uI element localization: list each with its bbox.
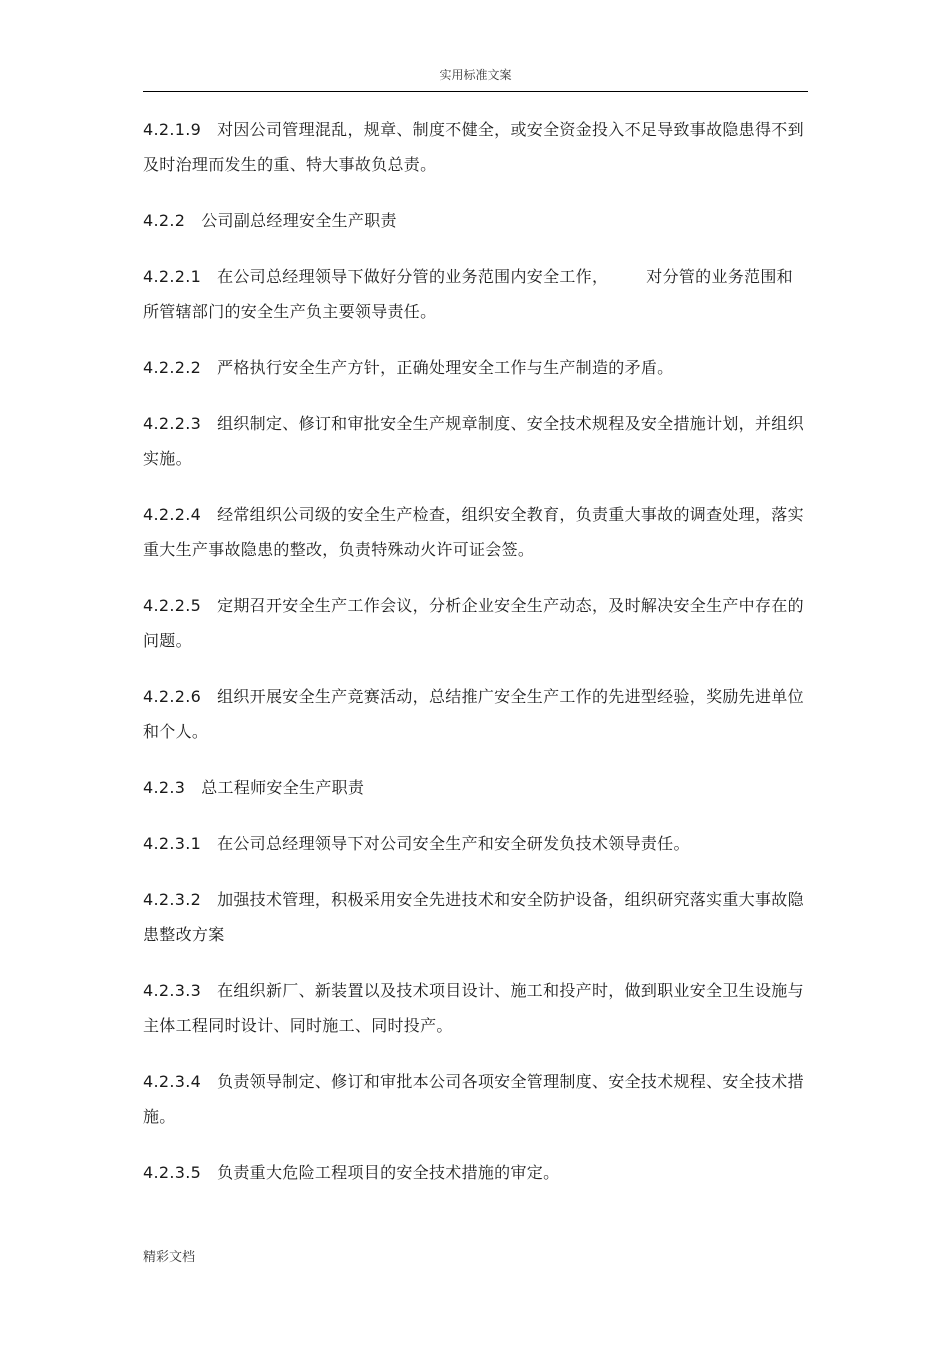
paragraph-4-2-3-5 xyxy=(143,1155,808,1190)
paragraph-4-2-2-5 xyxy=(143,588,808,658)
section-heading-text: 公司副总经理安全生产职责 xyxy=(201,211,397,230)
paragraph-text: 负责领导制定、修订和审批本公司各项安全管理制度、安全技术规程、安全技术措施。 xyxy=(143,1072,804,1126)
section-number: 4.2.2.1 xyxy=(143,267,202,286)
paragraph-4-2-3-1 xyxy=(143,826,808,861)
paragraph-text: 在公司总经理领导下做好分管的业务范围内安全工作， xyxy=(217,267,609,286)
paragraph-4-2-2-3 xyxy=(143,406,808,476)
section-number: 4.2.2.5 xyxy=(143,596,202,615)
paragraph-text: 对因公司管理混乱，规章、制度不健全，或安全资金投入不足导致事故隐患得不到及时治理而发生的重、特大事故负总责。 xyxy=(143,120,804,174)
section-number: 4.2.3.5 xyxy=(143,1163,202,1182)
paragraph-4-2-2-6 xyxy=(143,679,808,749)
paragraph-text-continued: 对分管的业务范围和所管辖部门的安全生产负主要领导责任。 xyxy=(143,267,793,321)
paragraph-4-2-1-9 xyxy=(143,112,808,182)
section-number: 4.2.3.3 xyxy=(143,981,202,1000)
section-number: 4.2.1.9 xyxy=(143,120,202,139)
section-heading-4-2-3 xyxy=(143,770,808,805)
paragraph-4-2-3-2 xyxy=(143,882,808,952)
header-divider xyxy=(143,91,808,92)
paragraph-text: 加强技术管理，积极采用安全先进技术和安全防护设备，组织研究落实重大事故隐患整改方案 xyxy=(143,890,804,944)
paragraph-4-2-3-4 xyxy=(143,1064,808,1134)
section-number: 4.2.2.3 xyxy=(143,414,202,433)
section-number: 4.2.3.2 xyxy=(143,890,202,909)
page-footer: 精彩文档 xyxy=(143,1250,196,1265)
section-number: 4.2.2.6 xyxy=(143,687,202,706)
paragraph-text: 在公司总经理领导下对公司安全生产和安全研发负技术领导责任。 xyxy=(217,834,690,853)
paragraph-text: 组织制定、修订和审批安全生产规章制度、安全技术规程及安全措施计划，并组织实施。 xyxy=(143,414,804,468)
paragraph-text: 负责重大危险工程项目的安全技术措施的审定。 xyxy=(217,1163,560,1182)
page-header: 实用标准文案 xyxy=(439,68,512,82)
paragraph-4-2-3-3 xyxy=(143,973,808,1043)
section-heading-text: 总工程师安全生产职责 xyxy=(201,778,365,797)
paragraph-text: 严格执行安全生产方针，正确处理安全工作与生产制造的矛盾。 xyxy=(217,358,674,377)
paragraph-text: 经常组织公司级的安全生产检查，组织安全教育，负责重大事故的调查处理，落实重大生产事故隐患的整改，负责特殊动火许可证会签。 xyxy=(143,505,804,559)
paragraph-4-2-2-1 xyxy=(143,259,808,329)
paragraph-4-2-2-4 xyxy=(143,497,808,567)
section-number: 4.2.2 xyxy=(143,211,186,230)
section-number: 4.2.2.4 xyxy=(143,505,202,524)
section-heading-4-2-2 xyxy=(143,203,808,238)
paragraph-text: 在组织新厂、新装置以及技术项目设计、施工和投产时，做到职业安全卫生设施与主体工程同时设计、同时施工、同时投产。 xyxy=(143,981,804,1035)
section-number: 4.2.3.4 xyxy=(143,1072,202,1091)
document-body xyxy=(143,112,808,1211)
section-number: 4.2.3.1 xyxy=(143,834,202,853)
paragraph-text: 定期召开安全生产工作会议，分析企业安全生产动态，及时解决安全生产中存在的问题。 xyxy=(143,596,804,650)
paragraph-4-2-2-2 xyxy=(143,350,808,385)
section-number: 4.2.3 xyxy=(143,778,186,797)
paragraph-text: 组织开展安全生产竞赛活动，总结推广安全生产工作的先进型经验，奖励先进单位和个人。 xyxy=(143,687,804,741)
section-number: 4.2.2.2 xyxy=(143,358,202,377)
